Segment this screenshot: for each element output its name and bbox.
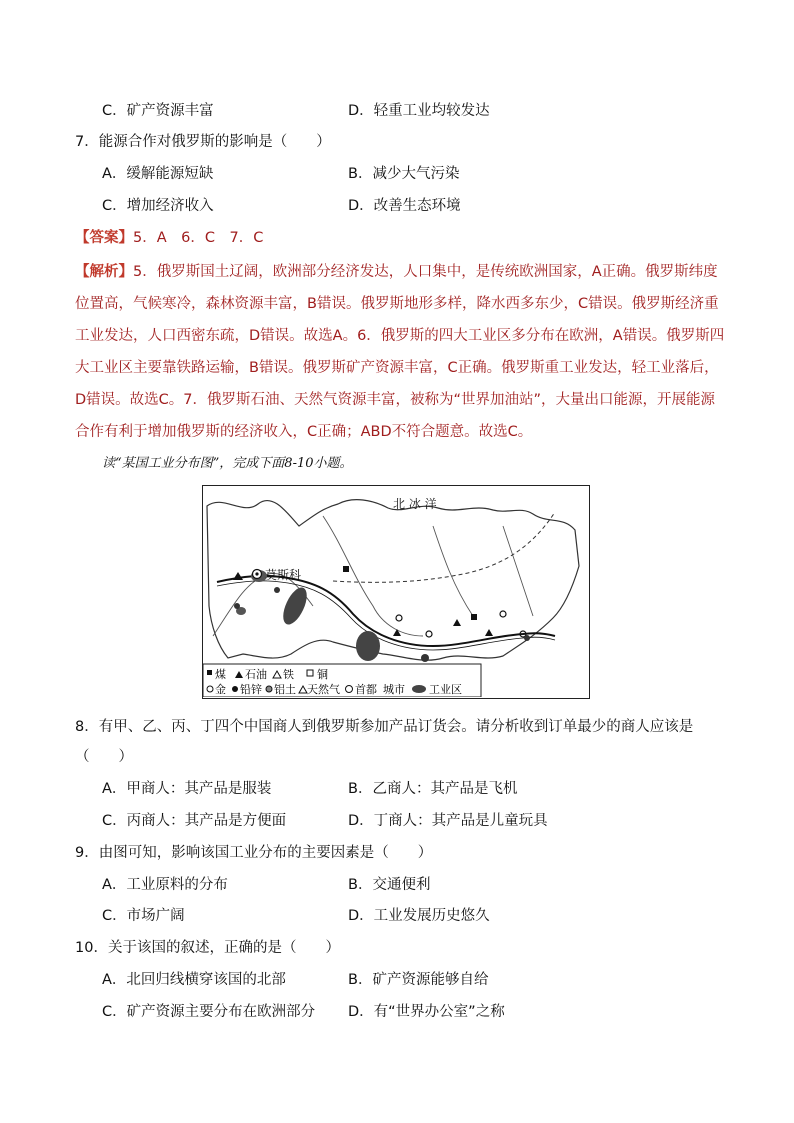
q10-option-b: B．矿产资源能够自给 (348, 972, 489, 988)
trans-siberian-railway (217, 581, 555, 650)
legend-copper-icon (307, 670, 313, 676)
industrial-map (202, 485, 590, 699)
capital-symbol (255, 572, 258, 575)
industrial-dot (234, 603, 240, 609)
city-symbol (500, 611, 506, 617)
q8-option-d: D．丁商人：其产品是儿童玩具 (348, 813, 548, 829)
answer-line (75, 227, 263, 249)
q9-option-c: C．市场广阔 (102, 908, 185, 924)
legend-gold: 金 (215, 683, 226, 696)
q9-option-b: B．交通便利 (348, 877, 431, 893)
legend-capital: 首都 (355, 683, 377, 696)
analysis-tag: 【解析】 (75, 264, 133, 280)
industrial-dot (524, 635, 530, 641)
industrial-zone-ural (278, 584, 311, 628)
legend-iron: 铁 (283, 668, 294, 681)
oil-symbol (453, 619, 461, 626)
legend-copper: 铜 (317, 668, 328, 681)
q8-option-c: C．丙商人：其产品是方便面 (102, 813, 287, 829)
capital-label: 莫斯科 (265, 568, 302, 582)
dashed-railway (333, 512, 555, 582)
city-symbol (426, 631, 432, 637)
coal-symbol (343, 566, 349, 572)
q6-option-d: D．轻重工业均较发达 (348, 103, 490, 119)
river-line (433, 526, 473, 616)
oil-symbol (485, 629, 493, 636)
q8-stem: 8．有甲、乙、丙、丁四个中国商人到俄罗斯参加产品订货会。请分析收到订单最少的商人应该是 (75, 719, 694, 735)
q7-stem: 7．能源合作对俄罗斯的影响是（ ） (75, 134, 331, 150)
q9-option-a: A．工业原料的分布 (102, 877, 228, 893)
city-symbol (396, 615, 402, 621)
q8-option-a: A．甲商人：其产品是服装 (102, 781, 272, 797)
oil-symbol (393, 629, 401, 636)
legend-industrial-icon (412, 685, 426, 693)
legend-coal: 煤 (215, 668, 226, 681)
q10-option-c: C．矿产资源主要分布在欧洲部分 (102, 1004, 316, 1020)
ocean-label: 北 冰 洋 (393, 497, 437, 511)
q8-option-b: B．乙商人：其产品是飞机 (348, 781, 518, 797)
legend-coal-icon (207, 670, 212, 675)
legend-leadzinc: 铅锌 (240, 683, 262, 696)
legend-gas: 天然气 (307, 683, 340, 696)
q9-stem: 9．由图可知，影响该国工业分布的主要因素是（ ） (75, 845, 433, 861)
answer-tag: 【答案】 (75, 230, 133, 246)
legend-capital-icon (346, 686, 353, 693)
legend-gold-icon (207, 686, 213, 692)
industrial-dot (274, 587, 280, 593)
q10-option-d: D．有“世界办公室”之称 (348, 1004, 505, 1020)
q10-option-a: A．北回归线横穿该国的北部 (102, 972, 286, 988)
q8-stem-cont: （ ） (75, 749, 133, 765)
map-caption: 读“某国工业分布图”，完成下面8-10小题。 (102, 456, 353, 471)
q10-stem: 10．关于该国的叙述，正确的是（ ） (75, 940, 340, 956)
legend-leadzinc-icon (232, 686, 238, 692)
analysis-block (75, 256, 725, 448)
legend-city: 城市 (383, 683, 405, 696)
legend-industrial: 工业区 (429, 683, 462, 696)
river-line (503, 526, 533, 616)
oil-symbol (233, 572, 243, 580)
map-svg (203, 486, 588, 697)
q7-option-c: C．增加经济收入 (102, 198, 214, 214)
q6-option-c: C．矿产资源丰富 (102, 103, 214, 119)
industrial-dot (421, 654, 429, 662)
q9-option-d: D．工业发展历史悠久 (348, 908, 490, 924)
river-line (323, 516, 423, 636)
q7-option-a: A．缓解能源短缺 (102, 166, 214, 182)
coal-symbol (471, 614, 477, 620)
q7-option-b: B．减少大气污染 (348, 166, 460, 182)
legend-oil: 石油 (245, 668, 267, 681)
legend-bauxite-icon (266, 686, 272, 692)
q7-option-d: D．改善生态环境 (348, 198, 461, 214)
industrial-zone-kuzbass (356, 631, 380, 661)
analysis-text: 5．俄罗斯国土辽阔，欧洲部分经济发达，人口集中，是传统欧洲国家，A正确。俄罗斯纬度位置高，气候寒冷，森林资源丰富，B错误。俄罗斯地形多样，降水西多东少，C错误。俄罗斯经济重工业发达，人口西密东疏，D错误。故选A。6．俄罗斯的四大工业区多分布在欧洲，A错误。俄罗斯四大工业区主要靠铁路运输，B错误。俄罗斯矿产资源丰富，C正确。俄罗斯重工业发达，轻工业落后，D错误。故选C。7．俄罗斯石油、天然气资源丰富，被称为“世界加油站”，大量出口能源，开展能源合作有利于增加俄罗斯的经济收入，C正确；ABD不符合题意。故选C。 (75, 264, 725, 440)
legend-bauxite: 铝土 (274, 683, 296, 696)
answer-text: 5．A 6．C 7．C (133, 230, 264, 246)
